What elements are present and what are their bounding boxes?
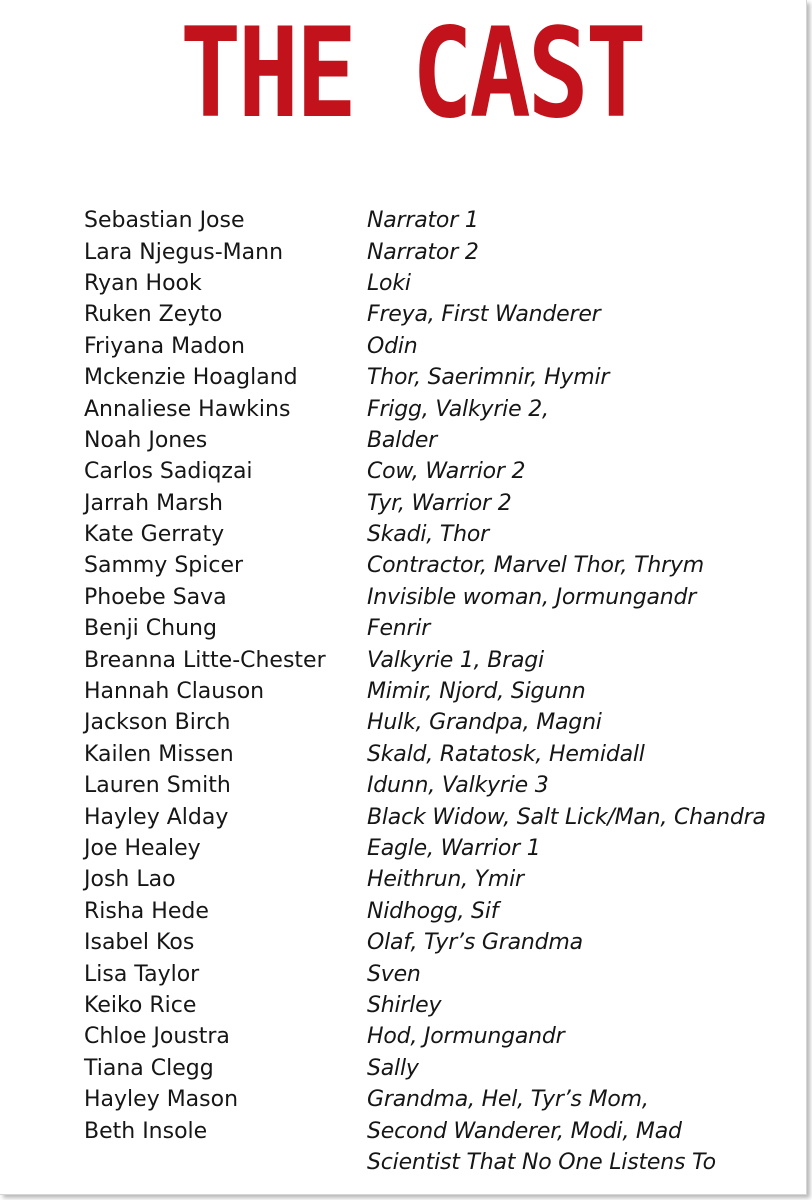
actor-name: Friyana Madon (84, 333, 245, 359)
actor-name: Noah Jones (84, 427, 208, 453)
role-name: Odin (367, 333, 418, 359)
actor-name: Josh Lao (84, 867, 176, 893)
role-name: Shirley (367, 992, 442, 1018)
actor-name: Ruken Zeyto (84, 302, 223, 328)
role-name: Loki (367, 270, 411, 296)
cast-row (84, 864, 799, 895)
role-name: Narrator 1 (367, 208, 479, 234)
role-name: Valkyrie 1, Bragi (367, 647, 544, 673)
actor-name: Chloe Joustra (84, 1024, 230, 1050)
cast-row (84, 1084, 799, 1115)
role-name: Olaf, Tyr’s Grandma (367, 930, 583, 956)
actor-name: Benji Chung (84, 616, 217, 642)
actor-name: Tiana Clegg (84, 1055, 214, 1081)
actor-name: Lisa Taylor (84, 961, 200, 987)
cast-row (84, 801, 799, 832)
role-name: Nidhogg, Sif (367, 898, 499, 924)
role-name: Hulk, Grandpa, Magni (367, 710, 602, 736)
cast-row (84, 299, 799, 330)
actor-name: Beth Insole (84, 1118, 208, 1144)
role-name: Tyr, Warrior 2 (367, 490, 512, 516)
role-name: Contractor, Marvel Thor, Thrym (367, 553, 705, 579)
cast-row (84, 739, 799, 770)
actor-name: Kailen Missen (84, 741, 234, 767)
cast-row (84, 896, 799, 927)
role-name: Skadi, Thor (367, 522, 489, 548)
role-name: Cow, Warrior 2 (367, 459, 526, 485)
actor-name: Mckenzie Hoagland (84, 365, 298, 391)
cast-row (84, 488, 799, 519)
actor-name: Breanna Litte-Chester (84, 647, 326, 673)
cast-row (84, 550, 799, 581)
cast-row (84, 1115, 799, 1146)
actor-name: Jackson Birch (84, 710, 231, 736)
role-name: Idunn, Valkyrie 3 (367, 773, 549, 799)
cast-row (84, 393, 799, 424)
role-name: Scientist That No One Listens To (367, 1149, 716, 1175)
cast-row (84, 425, 799, 456)
cast-row (84, 707, 799, 738)
cast-row (84, 1021, 799, 1052)
actor-name: Hayley Alday (84, 804, 229, 830)
cast-row (84, 676, 799, 707)
actor-name: Isabel Kos (84, 930, 195, 956)
role-name: Grandma, Hel, Tyr’s Mom, (367, 1087, 649, 1113)
cast-row (84, 362, 799, 393)
role-name: Mimir, Njord, Sigunn (367, 679, 586, 705)
actor-name: Sebastian Jose (84, 208, 245, 234)
actor-name: Keiko Rice (84, 992, 197, 1018)
actor-name: Annaliese Hawkins (84, 396, 291, 422)
role-name: Invisible woman, Jormungandr (367, 584, 697, 610)
cast-row (84, 1053, 799, 1084)
role-name: Thor, Saerimnir, Hymir (367, 365, 610, 391)
cast-row (84, 958, 799, 989)
role-name: Skald, Ratatosk, Hemidall (367, 741, 645, 767)
cast-row (84, 456, 799, 487)
cast-row (84, 268, 799, 299)
role-name: Frigg, Valkyrie 2, (367, 396, 549, 422)
role-name: Fenrir (367, 616, 431, 642)
cast-row (84, 770, 799, 801)
cast-row (84, 331, 799, 362)
cast-row (84, 236, 799, 267)
role-name: Narrator 2 (367, 239, 479, 265)
role-name: Second Wanderer, Modi, Mad (367, 1118, 682, 1144)
role-name: Eagle, Warrior 1 (367, 836, 541, 861)
actor-name: Hannah Clauson (84, 679, 265, 705)
role-name: Hod, Jormungandr (367, 1024, 565, 1050)
actor-name: Phoebe Sava (84, 584, 227, 610)
cast-row (84, 519, 799, 550)
actor-name: Jarrah Marsh (84, 490, 224, 516)
actor-name: Carlos Sadiqzai (84, 459, 253, 485)
actor-name: Ryan Hook (84, 270, 202, 296)
cast-row (84, 927, 799, 958)
cast-row (84, 644, 799, 675)
cast-row (84, 205, 799, 236)
role-name: Heithrun, Ymir (367, 867, 524, 893)
actor-name: Sammy Spicer (84, 553, 244, 579)
role-name: Black Widow, Salt Lick/Man, Chandra (367, 804, 766, 830)
actor-name: Joe Healey (84, 836, 201, 861)
role-name: Sven (367, 961, 421, 987)
actor-name: Lara Njegus-Mann (84, 239, 284, 265)
actor-name: Hayley Mason (84, 1087, 239, 1113)
cast-row (84, 582, 799, 613)
cast-row (84, 990, 799, 1021)
role-name: Freya, First Wanderer (367, 302, 601, 328)
role-name: Balder (367, 427, 438, 453)
actor-name: Kate Gerraty (84, 522, 225, 548)
cast-row (84, 1147, 799, 1178)
role-name: Sally (367, 1055, 419, 1081)
cast-row (84, 613, 799, 644)
actor-name: Risha Hede (84, 898, 209, 924)
actor-name: Lauren Smith (84, 773, 231, 799)
cast-list (84, 205, 799, 1178)
page-title: THE CAST (180, 2, 644, 146)
cast-row (84, 833, 799, 864)
